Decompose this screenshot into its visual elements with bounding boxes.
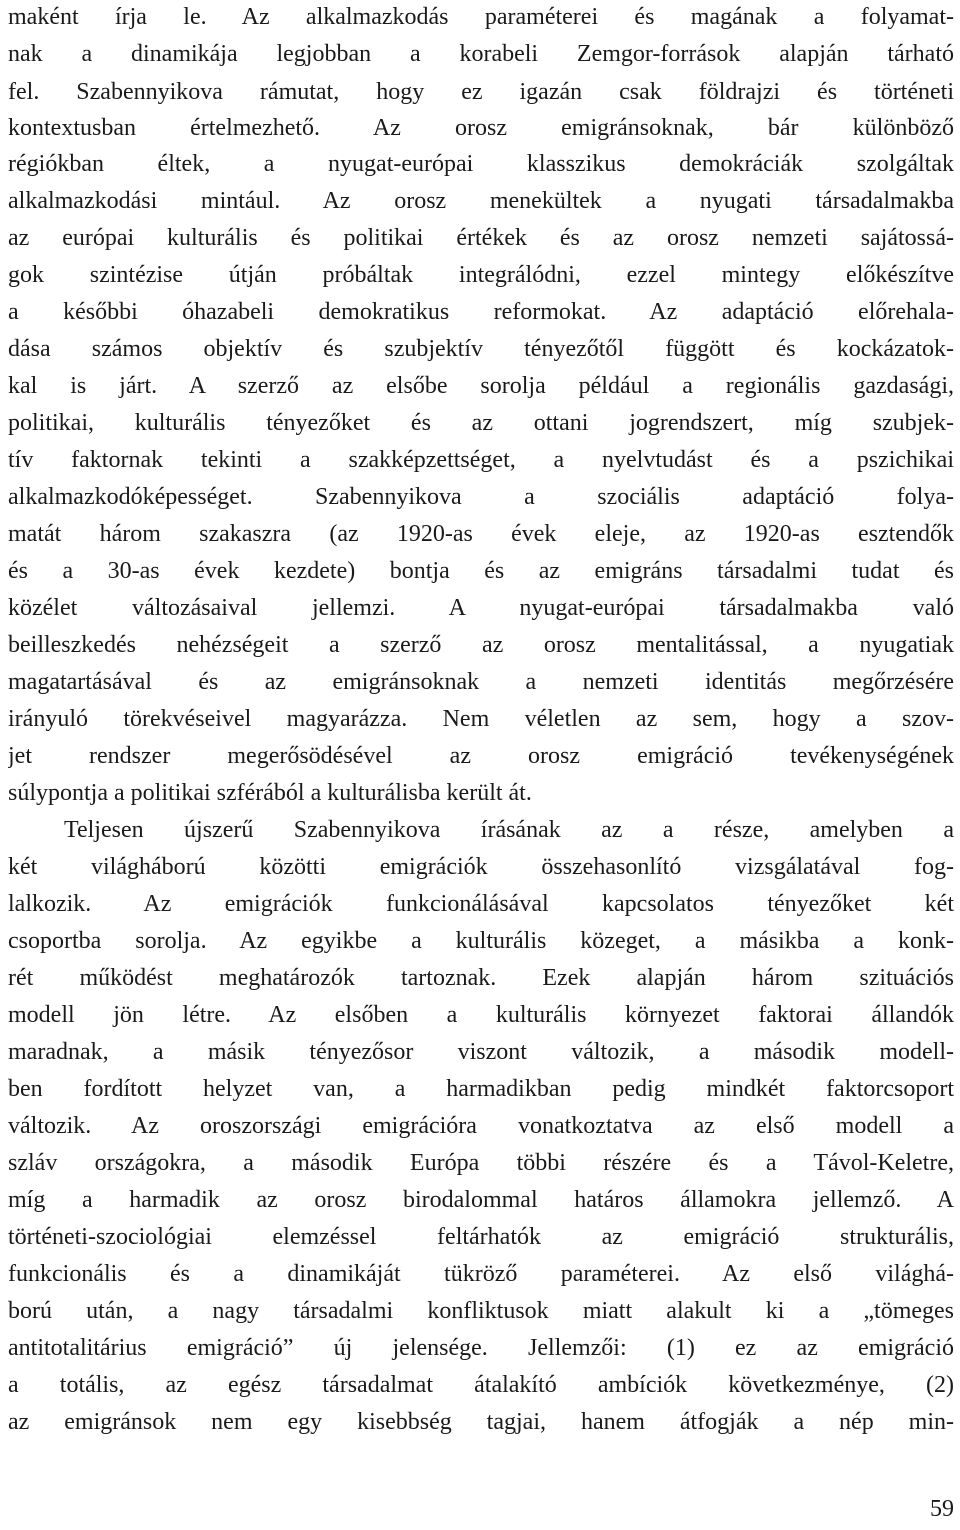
text-line: beilleszkedés nehézségeit a szerző az orosz mentalitással, a nyugatiak (8, 632, 954, 658)
text-line: kontextusban értelmezhető. Az orosz emigránsoknak, bár különböző (8, 115, 954, 141)
text-line: régiókban éltek, a nyugat-európai klasszikus demokráciák szolgáltak (8, 151, 954, 177)
text-line: fel. Szabennyikova rámutat, hogy ez igazán csak földrajzi és történeti (8, 79, 954, 105)
text-line: maként írja le. Az alkalmazkodás paraméterei és magának a folyamat- (8, 4, 954, 30)
page-number: 59 (930, 1496, 954, 1522)
text-line: a totális, az egész társadalmat átalakító ambíciók következménye, (2) (8, 1372, 954, 1398)
text-line: funkcionális és a dinamikáját tükröző paraméterei. Az első világhá- (8, 1261, 954, 1287)
text-line: kal is járt. A szerző az elsőbe sorolja például a regionális gazdasági, (8, 373, 954, 399)
text-line: két világháború közötti emigrációk összehasonlító vizsgálatával fog- (8, 854, 954, 880)
text-line: modell jön létre. Az elsőben a kulturális környezet faktorai állandók (8, 1002, 954, 1028)
text-line: közélet változásaival jellemzi. A nyugat-európai társadalmakba való (8, 595, 954, 621)
text-line: irányuló törekvéseivel magyarázza. Nem véletlen az sem, hogy a szov- (8, 706, 954, 732)
text-line: jet rendszer megerősödésével az orosz emigráció tevékenységének (8, 743, 954, 769)
text-line: az európai kulturális és politikai értékek és az orosz nemzeti sajátossá- (8, 225, 954, 251)
text-line: súlypontja a politikai szférából a kulturálisba került át. (8, 780, 532, 806)
text-line: tív faktornak tekinti a szakképzettséget, a nyelvtudást és a pszichikai (8, 447, 954, 473)
text-line: ben fordított helyzet van, a harmadikban pedig mindkét faktorcsoport (8, 1076, 954, 1102)
text-line: lalkozik. Az emigrációk funkcionálásával kapcsolatos tényezőket két (8, 891, 954, 917)
text-line: míg a harmadik az orosz birodalommal határos államokra jellemző. A (8, 1187, 954, 1213)
text-line: változik. Az oroszországi emigrációra vonatkoztatva az első modell a (8, 1113, 954, 1139)
text-line: csoportba sorolja. Az egyikbe a kulturális közeget, a másikba a konk- (8, 928, 954, 954)
text-line: maradnak, a másik tényezősor viszont változik, a második modell- (8, 1039, 954, 1065)
text-line: és a 30-as évek kezdete) bontja és az emigráns társadalmi tudat és (8, 558, 954, 584)
text-line: Teljesen újszerű Szabennyikova írásának az a része, amelyben a (64, 817, 954, 843)
text-line: nak a dinamikája legjobban a korabeli Zemgor-források alapján tárható (8, 41, 954, 67)
text-line: gok szintézise útján próbáltak integrálódni, ezzel mintegy előkészítve (8, 262, 954, 288)
text-line: szláv országokra, a második Európa többi részére és a Távol-Keletre, (8, 1150, 954, 1176)
text-line: ború után, a nagy társadalmi konfliktusok miatt alakult ki a „tömeges (8, 1298, 954, 1324)
text-line: politikai, kulturális tényezőket és az ottani jogrendszert, míg szubjek- (8, 410, 954, 436)
text-line: dása számos objektív és szubjektív tényezőtől függött és kockázatok- (8, 336, 954, 362)
text-line: a későbbi óhazabeli demokratikus reformokat. Az adaptáció előrehala- (8, 299, 954, 325)
text-line: rét működést meghatározók tartoznak. Ezek alapján három szituációs (8, 965, 954, 991)
text-line: antitotalitárius emigráció” új jelensége. Jellemzői: (1) ez az emigráció (8, 1335, 954, 1361)
text-line: történeti-szociológiai elemzéssel feltárhatók az emigráció strukturális, (8, 1224, 954, 1250)
text-line: alkalmazkodóképességet. Szabennyikova a szociális adaptáció folya- (8, 484, 954, 510)
text-line: magatartásával és az emigránsoknak a nemzeti identitás megőrzésére (8, 669, 954, 695)
text-line: alkalmazkodási mintául. Az orosz menekültek a nyugati társadalmakba (8, 188, 954, 214)
text-line: matát három szakaszra (az 1920-as évek eleje, az 1920-as esztendők (8, 521, 954, 547)
text-line: az emigránsok nem egy kisebbség tagjai, hanem átfogják a nép min- (8, 1409, 954, 1435)
